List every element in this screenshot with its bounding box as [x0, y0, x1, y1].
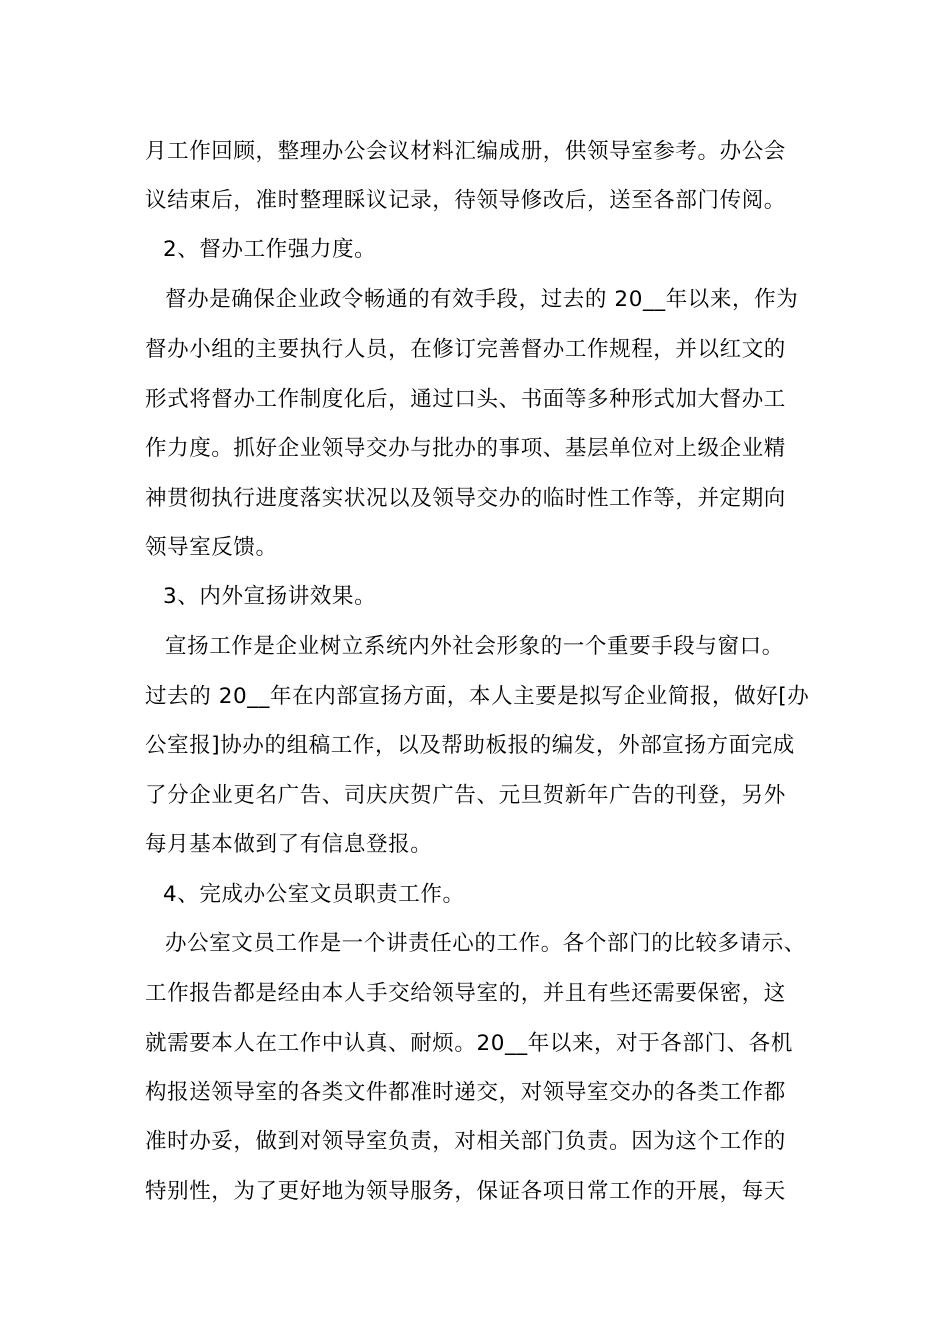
text-line-9: 领导室反馈。 — [145, 535, 278, 560]
section-heading-3: 3、内外宣扬讲效果。 — [163, 584, 377, 609]
text-line-4: 督办是确保企业政令畅通的有效手段，过去的 20__年以来，作为 — [165, 287, 799, 312]
text-line-8: 神贯彻执行进度落实状况以及领导交办的临时性工作等，并定期向 — [145, 486, 786, 511]
text-line-21: 准时办妥，做到对领导室负责，对相关部门负责。因为这个工作的 — [145, 1129, 786, 1154]
text-line-15: 每月基本做到了有信息登报。 — [145, 832, 433, 857]
text-line-5: 督办小组的主要执行人员，在修订完善督办工作规程，并以红文的 — [145, 337, 786, 362]
text-line-1: 月工作回顾，整理办公会议材料汇编成册，供领导室参考。办公会 — [145, 139, 786, 164]
section-heading-2: 2、督办工作强力度。 — [163, 237, 377, 262]
text-line-7: 作力度。抓好企业领导交办与批办的事项、基层单位对上级企业精 — [145, 436, 786, 461]
text-line-18: 工作报告都是经由本人手交给领导室的，并且有些还需要保密，这 — [145, 981, 786, 1006]
text-line-14: 了分企业更名广告、司庆庆贺广告、元旦贺新年广告的刊登，另外 — [145, 783, 786, 808]
text-line-11: 宣扬工作是企业树立系统内外社会形象的一个重要手段与窗口。 — [165, 634, 784, 659]
text-line-2: 议结束后，准时整理睬议记录，待领导修改后，送至各部门传阅。 — [145, 188, 786, 213]
text-line-20: 构报送领导室的各类文件都准时递交，对领导室交办的各类工作都 — [145, 1080, 786, 1105]
text-line-22: 特别性，为了更好地为领导服务，保证各项日常工作的开展，每天 — [145, 1179, 786, 1204]
text-line-19: 就需要本人在工作中认真、耐烦。20__年以来，对于各部门、各机 — [145, 1031, 793, 1056]
text-line-6: 形式将督办工作制度化后，通过口头、书面等多种形式加大督办工 — [145, 387, 786, 412]
text-line-13: 公室报]协办的组稿工作，以及帮助板报的编发，外部宣扬方面完成 — [145, 733, 795, 758]
text-line-12: 过去的 20__年在内部宣扬方面，本人主要是拟写企业简报，做好[办 — [145, 684, 810, 709]
text-line-17: 办公室文员工作是一个讲责任心的工作。各个部门的比较多请示、 — [165, 931, 806, 956]
section-heading-4: 4、完成办公室文员职责工作。 — [163, 882, 465, 907]
